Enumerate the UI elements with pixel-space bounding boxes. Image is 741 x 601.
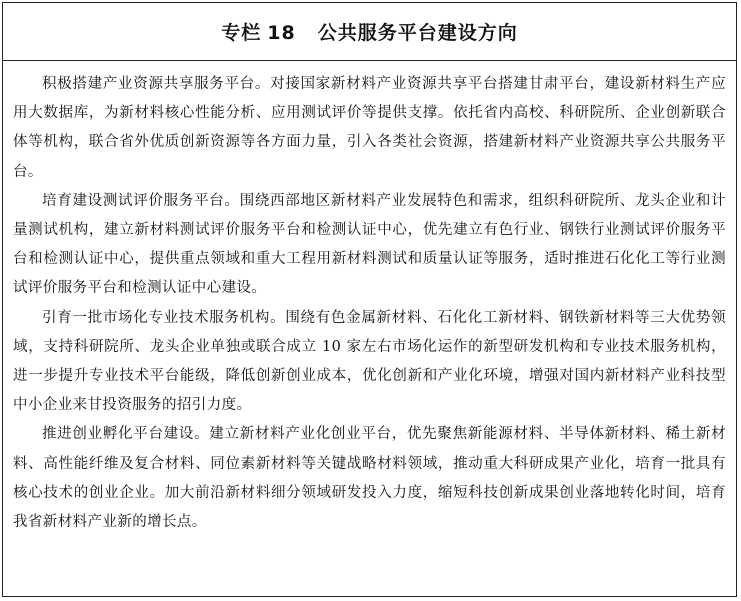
column-content (13, 70, 726, 537)
paragraph-body: 对接国家新材料产业资源共享平台搭建甘肃平台，建设新材料生产应用大数据库，为新材料核心性能分析、应用测试评价等提供支撑。依托省内高校、科研院所、企业创新联合体等机构，联合省外优质创新资源等各方面力量，引入各类社会资源，搭建新材料产业资源共享公共服务平台。 (13, 76, 727, 180)
title-number: 18 (267, 22, 296, 44)
paragraph-testing-evaluation (13, 187, 726, 304)
paragraph-incubation (13, 420, 726, 537)
column-title (221, 18, 517, 45)
paragraph-resource-sharing (13, 70, 726, 187)
paragraph-service-institutions (13, 304, 726, 421)
title-text: 公共服务平台建设方向 (317, 22, 518, 44)
paragraph-lead: 培育建设测试评价服务平台。 (42, 192, 240, 209)
paragraph-body: 建立新材料产业化创业平台，优先聚焦新能源材料、半导体新材料、稀土新材料、高性能纤维及复合材料、同位素新材料等关键战略材料领域，推动重大科研成果产业化，培育一批具有核心技术的创业企业。加大前沿新材料细分领域研发投入力度，缩短科技创新成果创业落地转化时间，培育我省新材料产业新的增长点。 (13, 426, 726, 531)
paragraph-lead: 积极搭建产业资源共享服务平台。 (42, 76, 271, 92)
paragraph-lead: 引育一批市场化专业技术服务机构。 (42, 309, 286, 326)
paragraph-lead: 推进创业孵化平台建设。 (42, 426, 210, 443)
paragraph-body: 围绕有色金属新材料、石化化工新材料、钢铁新材料等三大优势领域，支持科研院所、龙头企业单独或联合成立 10 家左右市场化运作的新型研发机构和专业技术服务机构，进一步提升专业技术平台能级，降低创新创业成本，优化创新和产业化环境，增强对国内新材料产业科技型中小企业来甘投资服务的招引力度。 (13, 309, 726, 414)
column-title-row (3, 3, 736, 61)
paragraph-body: 围绕西部地区新材料产业发展特色和需求，组织科研院所、龙头企业和计量测试机构，建立新材料测试评价服务平台和检测认证中心，优先建立有色行业、钢铁行业测试评价服务平台和检测认证中心，提供重点领域和重大工程用新材料测试和质量认证等服务，适时推进石化化工等行业测试评价服务平台和检测认证中心建设。 (13, 192, 726, 297)
column-box (2, 2, 737, 597)
title-prefix: 专栏 (221, 22, 262, 44)
